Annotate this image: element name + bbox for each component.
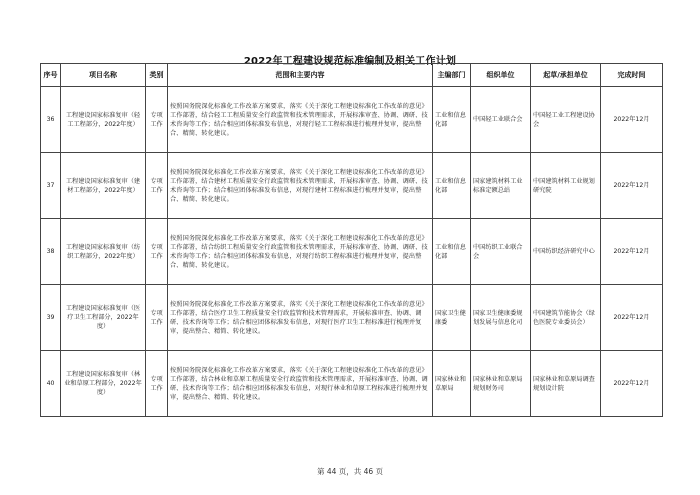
row-org: 中国纺织工业联合会	[471, 219, 531, 285]
row-num: 40	[41, 351, 61, 417]
row-project-name: 工程建设国家标准复审（林业和草原工程部分，2022年度）	[61, 351, 146, 417]
row-num: 39	[41, 285, 61, 351]
row-date: 2022年12月	[601, 285, 663, 351]
row-project-name: 工程建设国家标准复审（医疗卫生工程部分，2022年度）	[61, 285, 146, 351]
row-num: 36	[41, 87, 61, 153]
row-type: 专项工作	[146, 219, 168, 285]
row-scope: 按照国务院深化标准化工作改革方案要求，落实《关于深化工程建设标准化工作改革的意见》工作部署，结合纺织工程质量安全行政监管和技术管理需求，开展标准审查、协调、调研、技术咨询等工作；结合相应团体标准发布信息，对现行纺织工程标准进行梳理并复审，提出整合、精简、转化建议。	[168, 219, 433, 285]
work-plan-table	[40, 63, 663, 417]
row-dept: 工业和信息化部	[433, 153, 471, 219]
table-row	[41, 87, 663, 153]
row-num: 37	[41, 153, 61, 219]
header-name: 项目名称	[61, 64, 146, 87]
row-project-name: 工程建设国家标准复审（建材工程部分，2022年度）	[61, 153, 146, 219]
header-dept: 主编部门	[433, 64, 471, 87]
row-dept: 国家卫生健康委	[433, 285, 471, 351]
row-date: 2022年12月	[601, 87, 663, 153]
header-draft: 起草/承担单位	[531, 64, 601, 87]
row-org: 国家卫生健康委规划发展与信息化司	[471, 285, 531, 351]
row-draft-unit: 中国纺织经济研究中心	[531, 219, 601, 285]
row-type: 专项工作	[146, 351, 168, 417]
row-type: 专项工作	[146, 153, 168, 219]
row-dept: 工业和信息化部	[433, 219, 471, 285]
row-scope: 按照国务院深化标准化工作改革方案要求，落实《关于深化工程建设标准化工作改革的意见》工作部署，结合轻工工程质量安全行政监管和技术管理需求，开展标准审查、协调、调研、技术咨询等工作；结合相应团体标准发布信息，对现行轻工工程标准进行梳理并复审，提出整合、精简、转化建议。	[168, 87, 433, 153]
row-scope: 按照国务院深化标准化工作改革方案要求，落实《关于深化工程建设标准化工作改革的意见》工作部署，结合建材工程质量安全行政监管和技术管理需求，开展标准审查、协调、调研、技术咨询等工作；结合相应团体标准发布信息，对现行建材工程标准进行梳理并复审，提出整合、精简、转化建议。	[168, 153, 433, 219]
row-org: 国家林业和草原局规划财务司	[471, 351, 531, 417]
header-type: 类别	[146, 64, 168, 87]
header-org: 组织单位	[471, 64, 531, 87]
row-date: 2022年12月	[601, 351, 663, 417]
table-row	[41, 153, 663, 219]
header-scope: 范围和主要内容	[168, 64, 433, 87]
row-dept: 国家林业和草原局	[433, 351, 471, 417]
row-org: 中国轻工业联合会	[471, 87, 531, 153]
row-type: 专项工作	[146, 87, 168, 153]
header-num: 序号	[41, 64, 61, 87]
row-project-name: 工程建设国家标准复审（轻工工程部分，2022年度）	[61, 87, 146, 153]
table-row	[41, 219, 663, 285]
table-header-row	[41, 64, 663, 87]
row-dept: 工业和信息化部	[433, 87, 471, 153]
row-type: 专项工作	[146, 285, 168, 351]
row-date: 2022年12月	[601, 153, 663, 219]
row-project-name: 工程建设国家标准复审（纺织工程部分，2022年度）	[61, 219, 146, 285]
table-row	[41, 285, 663, 351]
document-title: 2022年工程建设规范标准编制及相关工作计划	[243, 56, 457, 67]
row-draft-unit: 中国建筑材料工业规划研究院	[531, 153, 601, 219]
row-draft-unit: 中国轻工业工程建设协会	[531, 87, 601, 153]
table-row	[41, 351, 663, 417]
row-draft-unit: 国家林业和草原局调查规划设计院	[531, 351, 601, 417]
page-number: 第 44 页，共 46 页	[316, 467, 384, 476]
row-num: 38	[41, 219, 61, 285]
header-date: 完成时间	[601, 64, 663, 87]
row-scope: 按照国务院深化标准化工作改革方案要求，落实《关于深化工程建设标准化工作改革的意见》工作部署，结合林业和草原工程质量安全行政监管和技术管理需求，开展标准审查、协调、调研、技术咨询等工作；结合相应团体标准发布信息，对现行林业和草原工程标准进行梳理并复审，提出整合、精简、转化建议。	[168, 351, 433, 417]
row-date: 2022年12月	[601, 219, 663, 285]
row-org: 国家建筑材料工业标准定额总站	[471, 153, 531, 219]
row-draft-unit: 中国建筑节能协会（绿色医院专业委员会）	[531, 285, 601, 351]
row-scope: 按照国务院深化标准化工作改革方案要求，落实《关于深化工程建设标准化工作改革的意见》工作部署，结合医疗卫生工程质量安全行政监管和技术管理需求，开展标准审查、协调、调研、技术咨询等工作；结合相应团体标准发布信息，对现行医疗卫生工程标准进行梳理并复审，提出整合、精简、转化建议。	[168, 285, 433, 351]
